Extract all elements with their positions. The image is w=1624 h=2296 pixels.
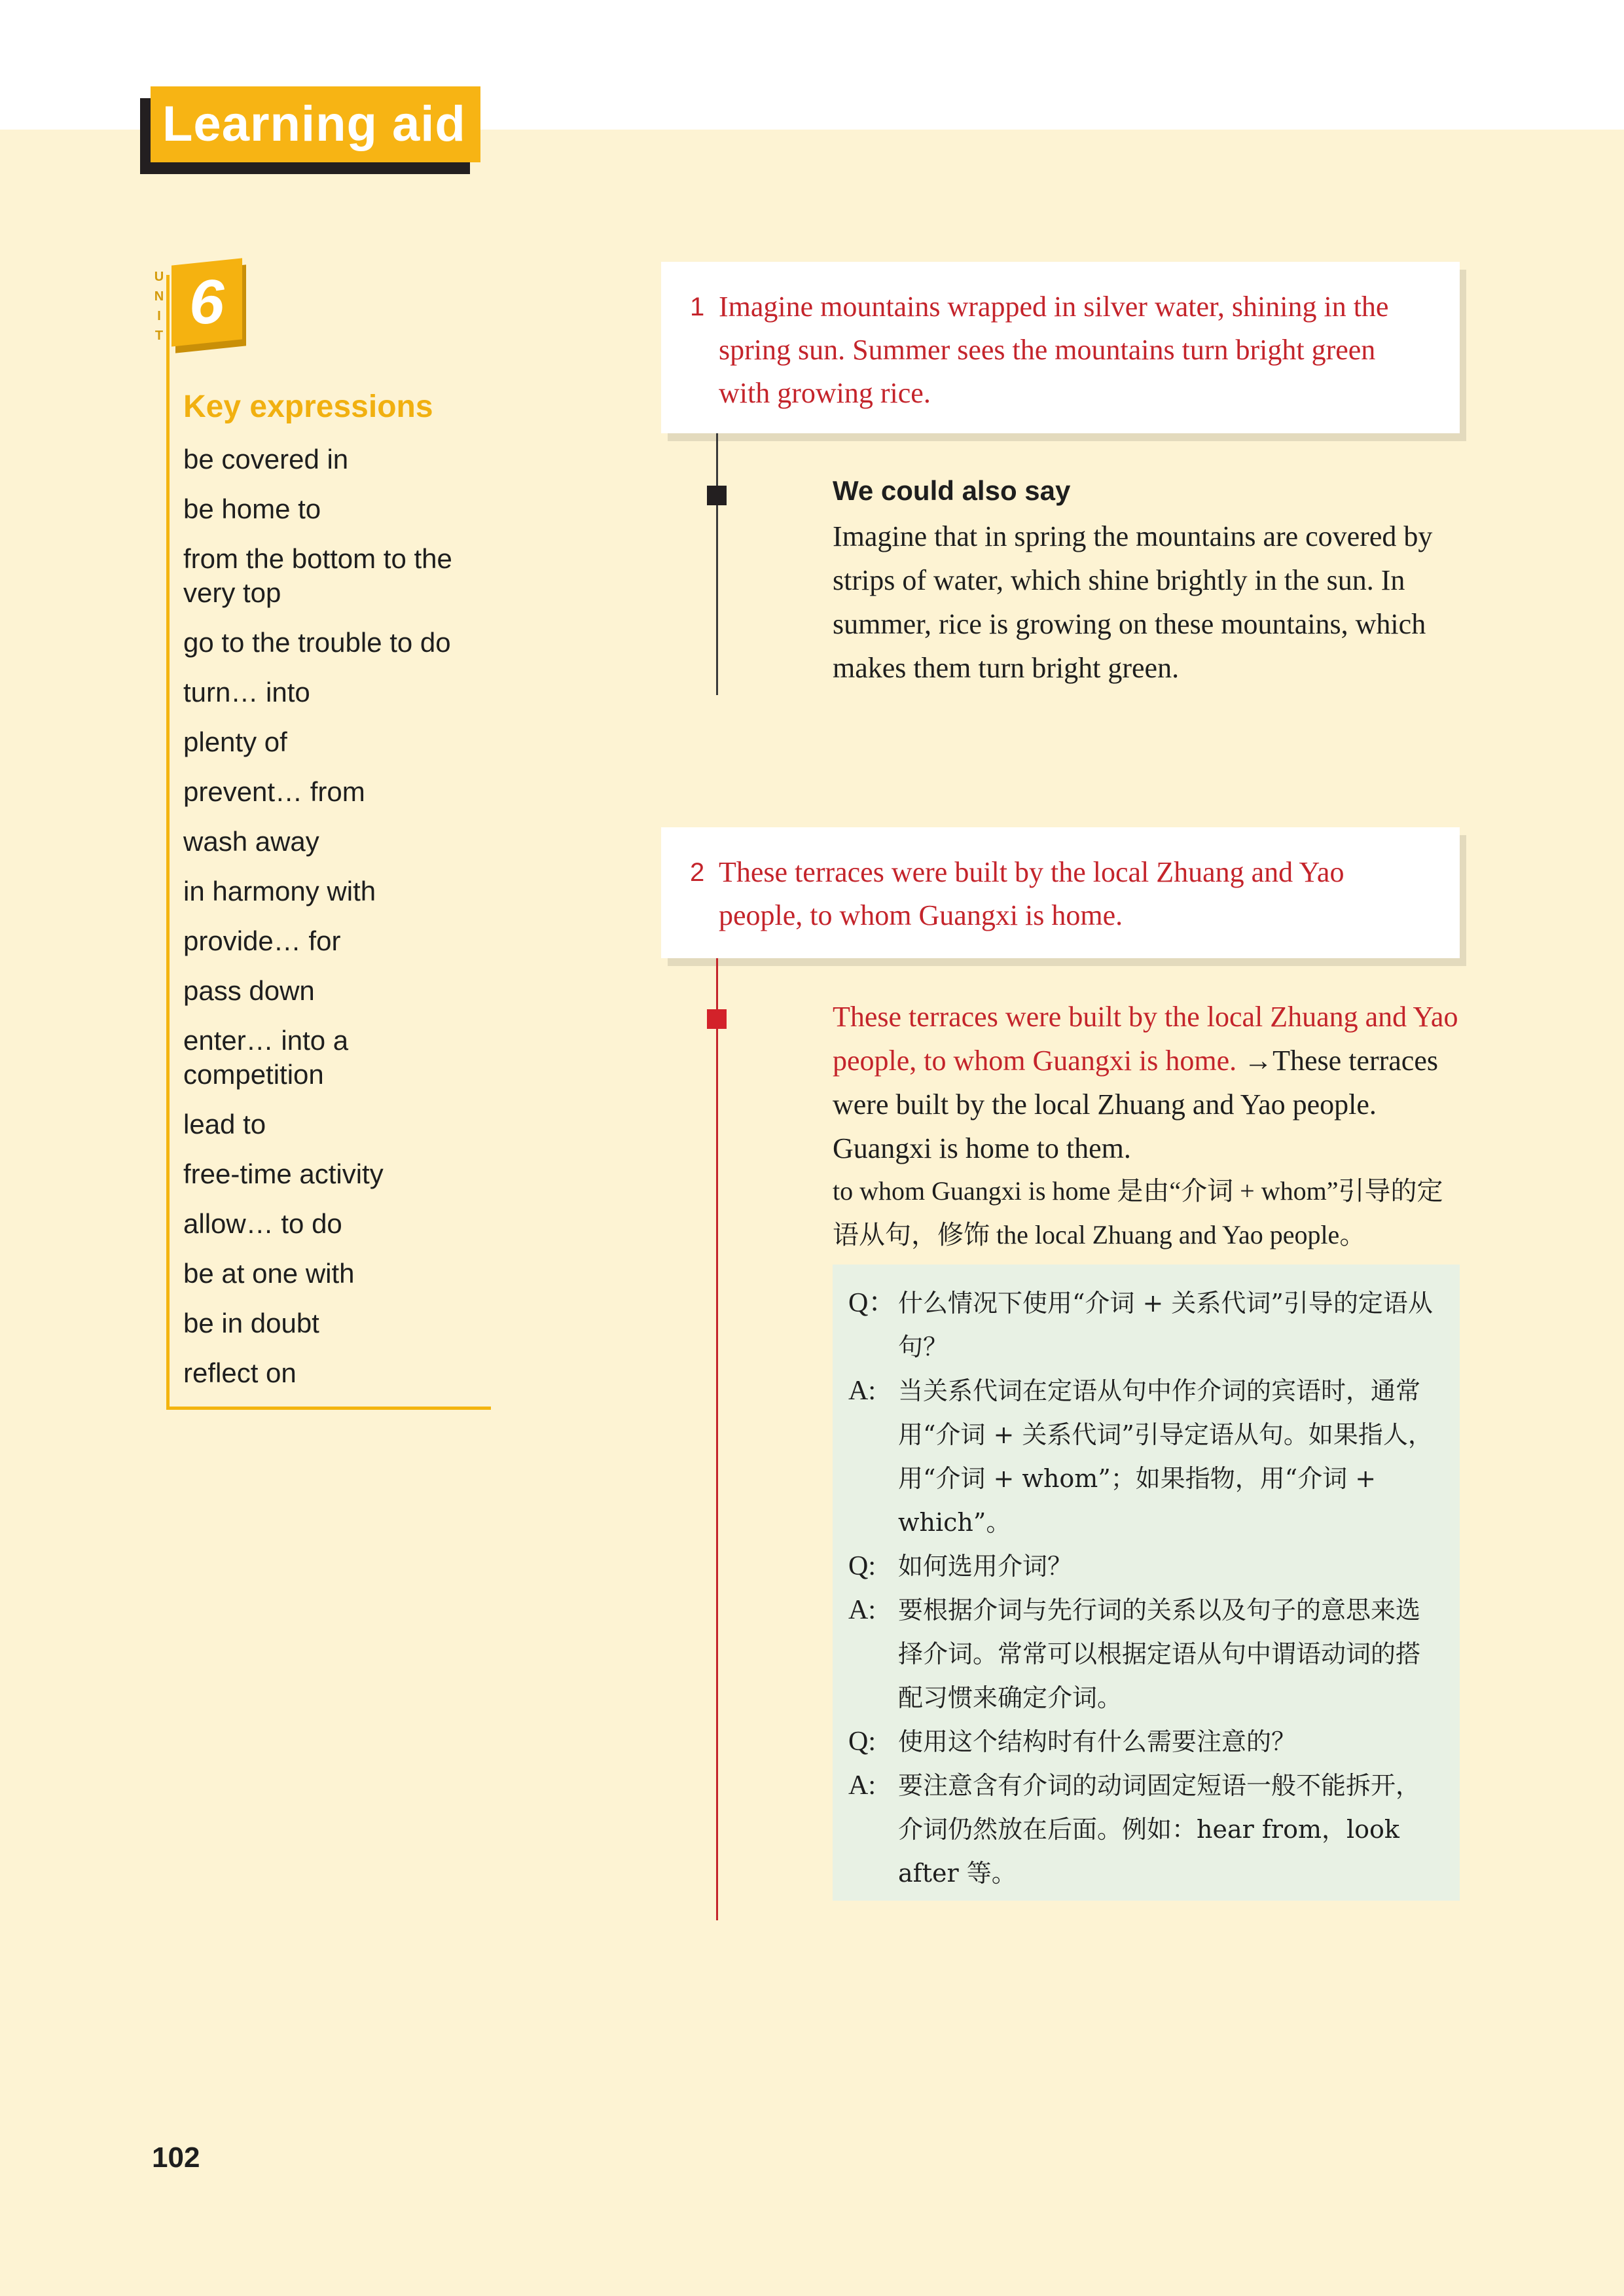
qa-text: 当关系代词在定语从句中作介词的宾语时，通常用“介词 + 关系代词”引导定语从句。如果指人，用“介词 + whom”；如果指物，用“介词 + which”。 [898,1376,1433,1537]
key-expression-item: be covered in [183,444,349,475]
we-could-also-say-heading: We could also say [833,475,1071,506]
quote-2 [690,851,1423,937]
key-expression-item: be home to [183,493,321,524]
quote-1 [690,285,1423,415]
qa-item [848,1720,1440,1764]
key-expression-item: provide… for [183,925,341,956]
qa-item [848,1282,1440,1369]
unit-letter: T [154,329,164,343]
qa-item [848,1764,1440,1895]
qa-label: Q: [848,1727,876,1757]
unit-letter: N [154,289,164,304]
key-expression-item: from the bottom to the very top [183,543,452,608]
alternative-sentence: Imagine that in spring the mountains are covered by strips of water, which shine brightly in the sun. In summer, rice is growing on these mountains, which makes them turn bright green. [833,520,1433,684]
qa-label: A: [848,1595,876,1625]
learning-aid-banner: Learning aid [151,86,480,162]
key-expression-item: pass down [183,975,315,1006]
quote-text: These terraces were built by the local Zhuang and Yao people, to whom Guangxi is home. [719,856,1344,931]
qa-text: 什么情况下使用“介词 + 关系代词”引导的定语从句？ [898,1289,1433,1361]
key-expression-item: turn… into [183,677,310,708]
quote-card-1 [661,262,1460,433]
key-expression-item: prevent… from [183,776,365,807]
grammar-note: to whom Guangxi is home 是由“介词 + whom”引导的定语从句，修饰 the local Zhuang and Yao people。 [833,1176,1443,1249]
square-bullet-icon [707,1009,727,1029]
qa-text: 要根据介词与先行词的关系以及句子的意思来选择介词。常常可以根据定语从句中谓语动词的搭配习惯来确定介词。 [898,1596,1421,1712]
unit-letter: U [154,270,164,284]
quote-number: 2 [690,858,705,887]
qa-item [848,1588,1440,1720]
qa-item [848,1545,1440,1588]
page-number: 102 [152,2142,200,2174]
section-2-rule [716,958,718,1920]
key-expression-item: be at one with [183,1258,355,1289]
quote-text: Imagine mountains wrapped in silver water, shining in the spring sun. Summer sees the mountains turn bright green with growing rice. [719,291,1389,409]
qa-label: A: [848,1770,876,1801]
quote-number: 1 [690,293,705,321]
square-bullet-icon [707,486,727,505]
arrow-icon: → [1244,1045,1273,1077]
qa-text: 要注意含有介词的动词固定短语一般不能拆开，介词仍然放在后面。例如：hear from，look after 等。 [898,1771,1421,1888]
unit-number: 6 [189,267,225,338]
key-expressions-title: Key expressions [183,389,433,424]
key-expression-item: plenty of [183,726,287,757]
qa-text: 使用这个结构时有什么需要注意的？ [898,1727,1297,1756]
qa-box [833,1265,1460,1901]
example-rewrite: These terraces were built by the local Zhuang and Yao people. Guangxi is home to them. [833,1045,1438,1164]
example-paragraph [833,995,1468,1170]
section-1-rule [716,433,718,695]
qa-label: Q： [848,1288,896,1318]
key-expressions-list [183,442,491,1406]
key-expression-item: enter… into a competition [183,1025,349,1090]
unit-label [149,267,169,346]
unit-number-badge [171,258,242,346]
key-expression-item: be in doubt [183,1308,319,1338]
key-expression-item: go to the trouble to do [183,627,451,658]
key-expression-item: reflect on [183,1357,297,1388]
key-expression-item: lead to [183,1109,266,1139]
quote-card-2 [661,827,1460,958]
qa-label: Q: [848,1551,876,1581]
unit-letter: I [157,309,161,323]
qa-label: A: [848,1376,876,1406]
key-expression-item: wash away [183,826,319,857]
key-expression-item: free-time activity [183,1158,384,1189]
qa-item [848,1369,1440,1545]
key-expression-item: allow… to do [183,1208,342,1239]
qa-text: 如何选用介词？ [898,1552,1073,1581]
example-original: These terraces were built by the local Zhuang and Yao people, to whom Guangxi is home. [833,1001,1458,1077]
key-expression-item: in harmony with [183,876,376,906]
